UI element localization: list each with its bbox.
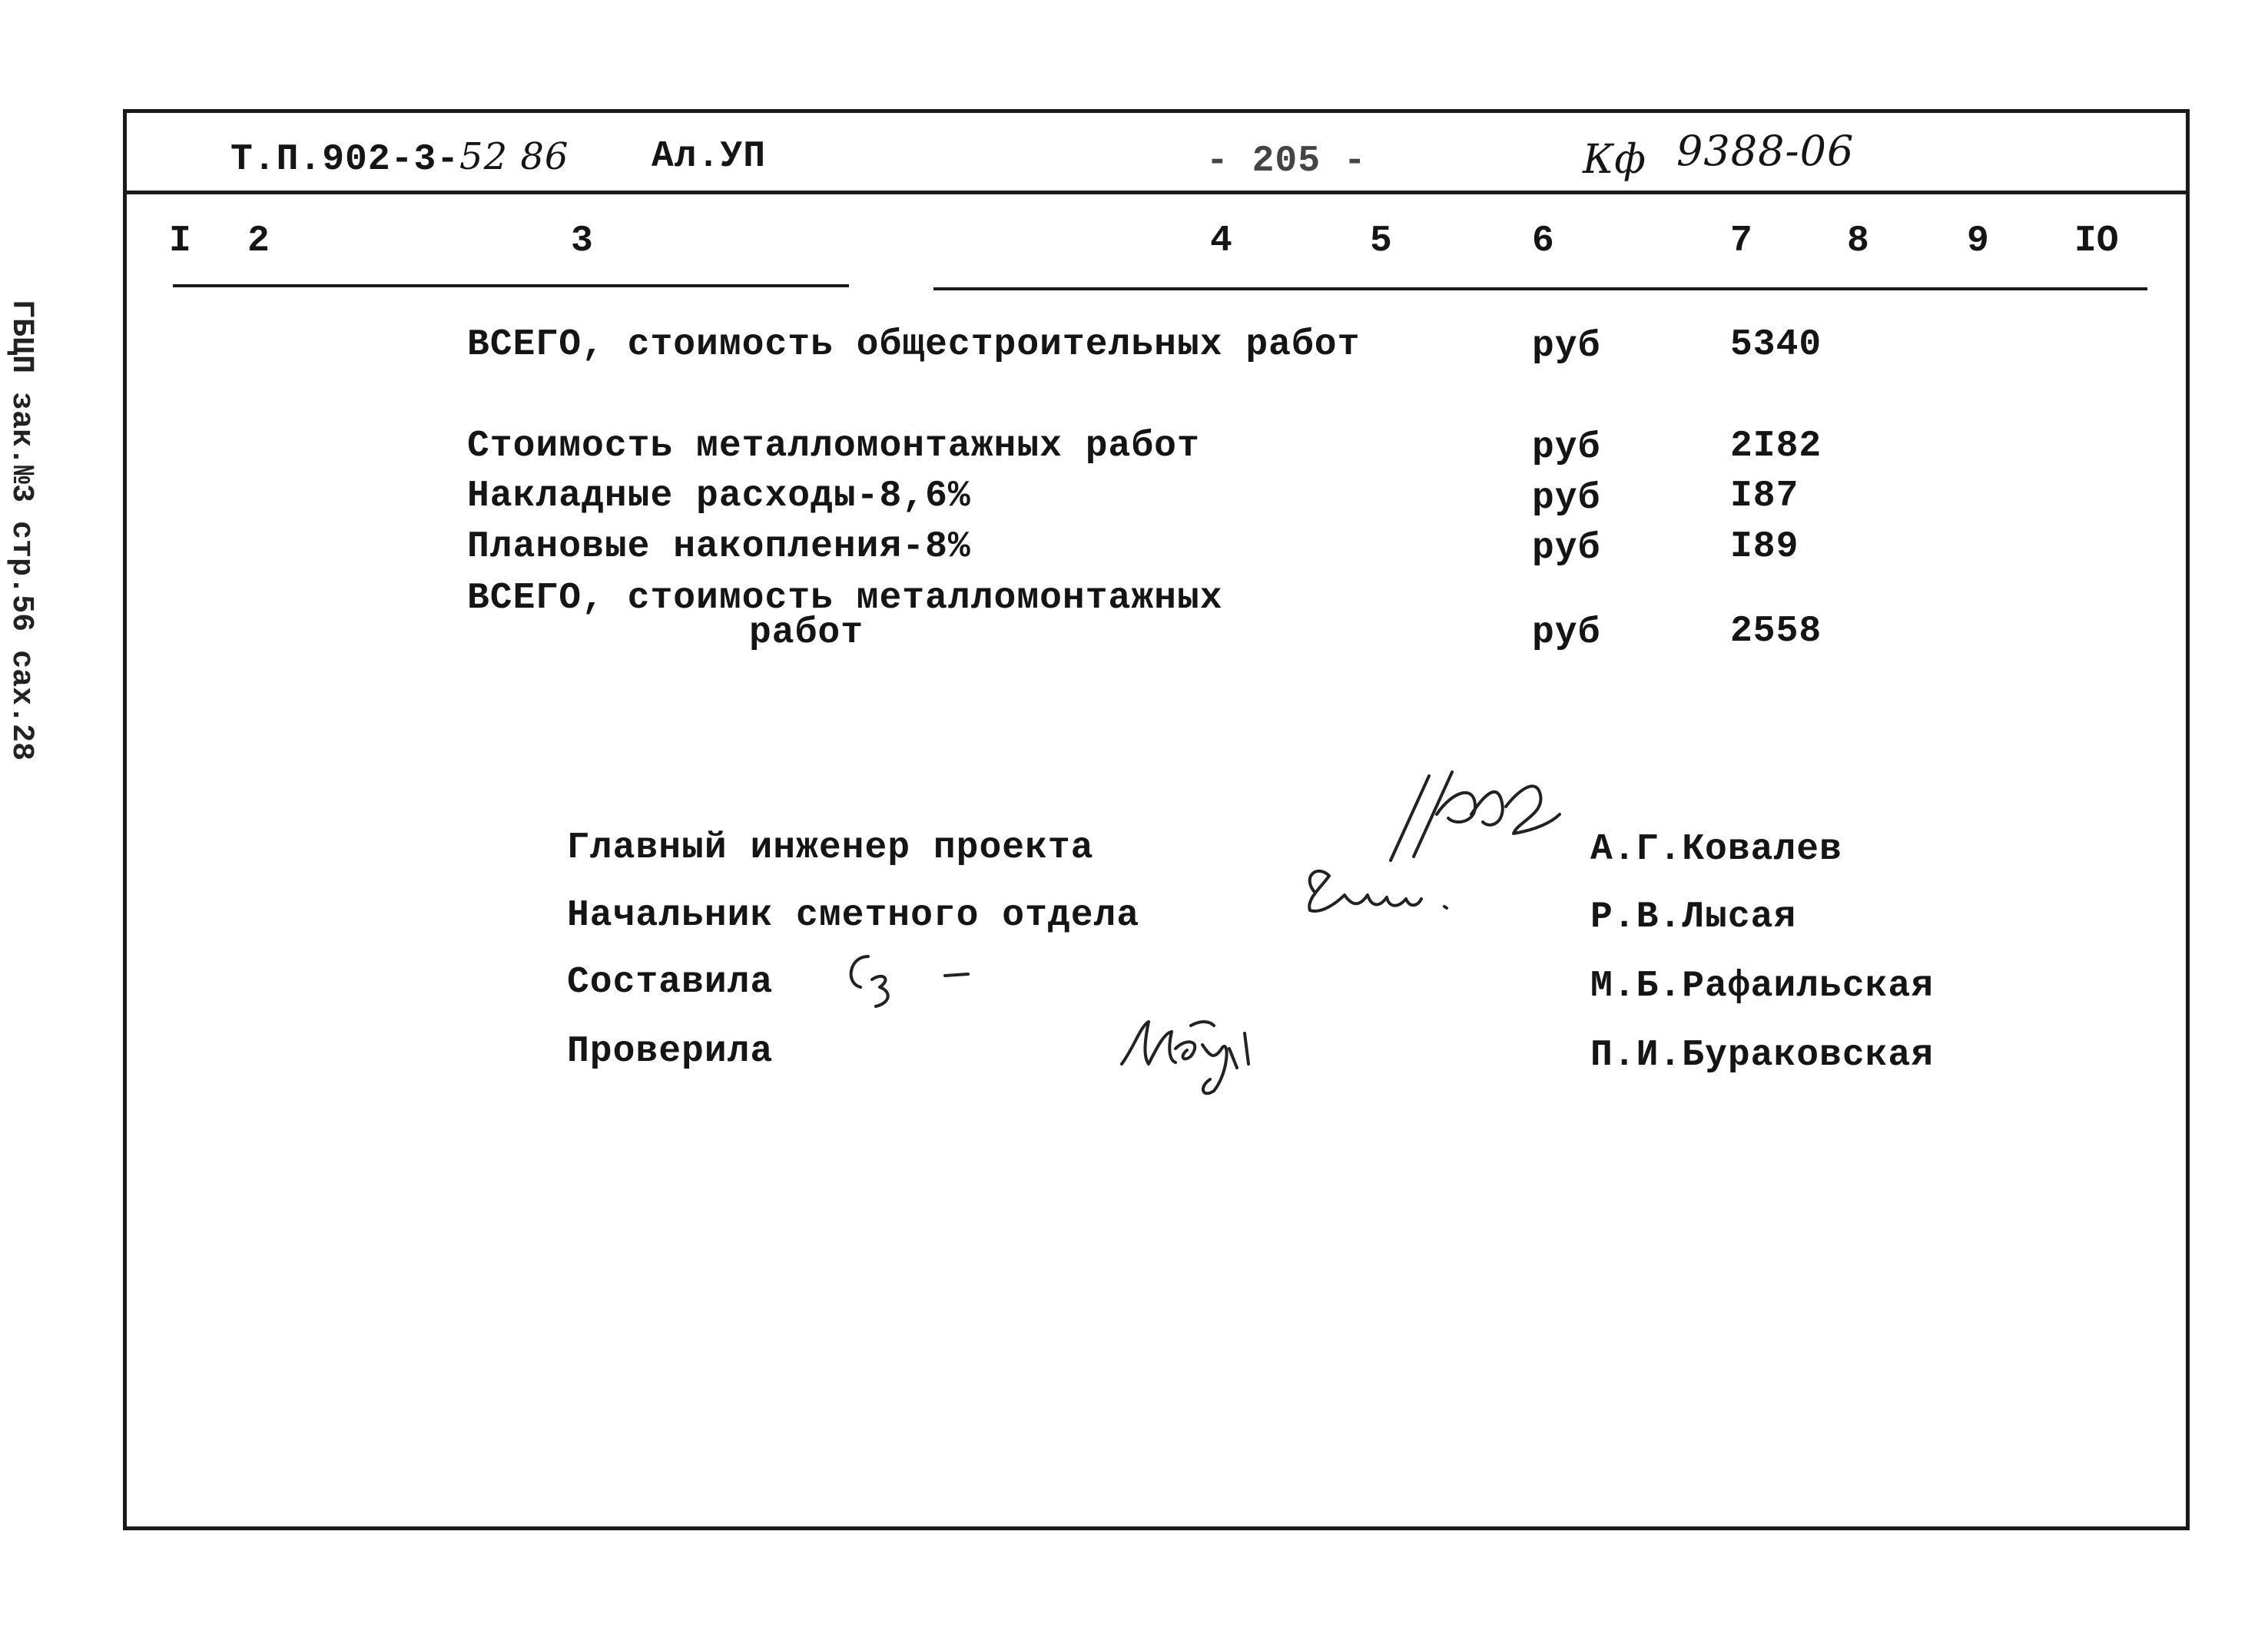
row-unit: руб <box>1532 478 1601 519</box>
row-value: I87 <box>1730 476 1799 517</box>
column-number: 8 <box>1847 220 1869 262</box>
signature-name: А.Г.Ковалев <box>1590 829 1842 870</box>
signature-compiler <box>837 945 976 1022</box>
column-number: I <box>169 220 191 262</box>
row-value: 2558 <box>1730 611 1822 652</box>
signature-estimate-head <box>1298 860 1467 930</box>
column-number: 7 <box>1730 220 1752 262</box>
column-divider-left <box>173 284 849 287</box>
signature-name: Р.В.Лысая <box>1590 897 1797 938</box>
doc-prefix: Кф <box>1583 137 1646 183</box>
row-name: Накладные расходы-8,6% <box>467 476 971 517</box>
signature-role: Начальник сметного отдела <box>567 895 1140 936</box>
project-code <box>230 135 569 181</box>
page-number: - 205 - <box>1206 141 1367 182</box>
row-name-line1: ВСЕГО, стоимость металломонтажных <box>467 578 1223 619</box>
signature-checker <box>1114 1003 1268 1102</box>
column-divider-right <box>933 287 2147 290</box>
column-number: 5 <box>1370 220 1392 262</box>
row-value: I89 <box>1730 526 1799 568</box>
column-number: 9 <box>1967 220 1989 262</box>
row-name: ВСЕГО, стоимость общестроительных работ <box>467 324 1361 366</box>
signature-role: Проверила <box>567 1031 774 1072</box>
column-number: 4 <box>1210 220 1232 262</box>
column-number: 3 <box>571 220 593 262</box>
project-code-handwritten: 52 86 <box>459 135 569 178</box>
row-name-line2: работ <box>749 612 864 654</box>
album-label: Ал.УП <box>652 136 767 177</box>
row-unit: руб <box>1532 326 1601 367</box>
signature-role: Главный инженер проекта <box>567 827 1094 869</box>
signature-name: П.И.Бураковская <box>1590 1035 1935 1076</box>
side-stamp: ГБЦП зак.№3 стр.56 сах.28 <box>4 300 38 761</box>
page-frame <box>123 109 2190 1530</box>
row-name: Плановые накопления-8% <box>467 526 971 568</box>
row-unit: руб <box>1532 427 1601 469</box>
column-number: 2 <box>247 220 270 262</box>
row-value: 5340 <box>1730 324 1822 366</box>
row-name: Стоимость металломонтажных работ <box>467 426 1200 467</box>
signature-chief-engineer <box>1383 761 1567 876</box>
row-value: 2I82 <box>1730 426 1822 467</box>
signature-name: М.Б.Рафаильская <box>1590 966 1935 1007</box>
row-unit: руб <box>1532 528 1601 569</box>
doc-number: 9388-06 <box>1676 127 1855 175</box>
header-divider <box>123 191 2190 194</box>
signature-role: Составила <box>567 962 774 1003</box>
column-number: IO <box>2074 220 2119 262</box>
row-unit: руб <box>1532 612 1601 654</box>
project-code-printed: Т.П.902-3- <box>230 139 460 181</box>
column-number: 6 <box>1532 220 1554 262</box>
